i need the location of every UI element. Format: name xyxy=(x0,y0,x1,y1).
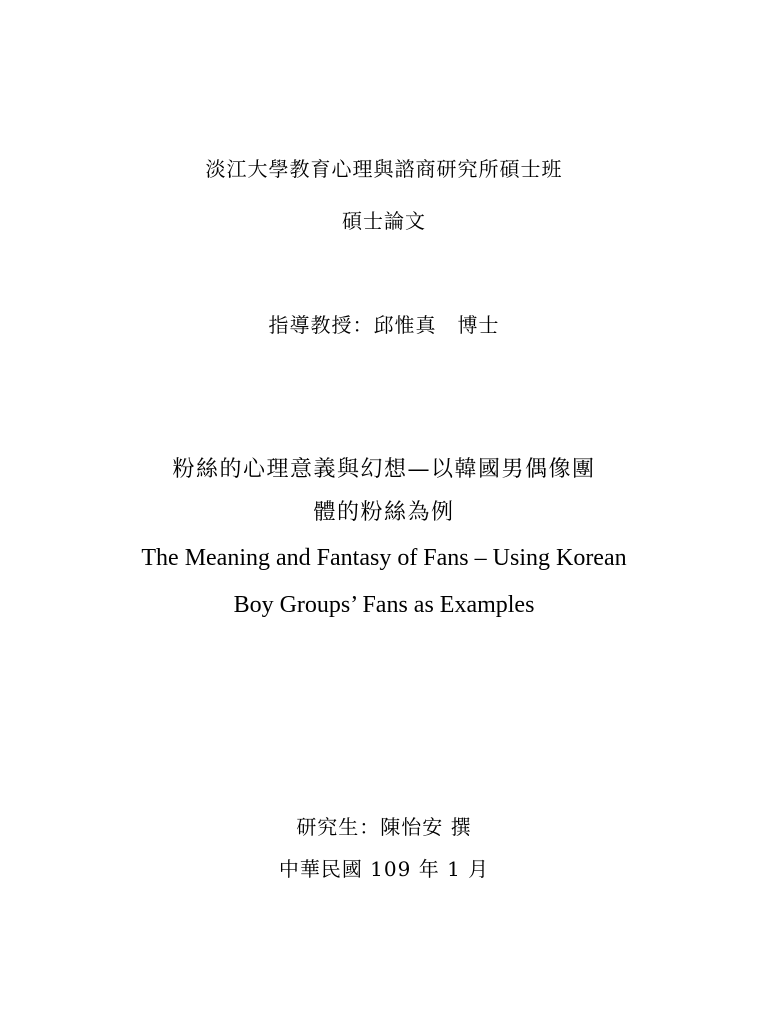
date-line: 中華民國 109 年 1 月 xyxy=(278,857,490,881)
title-chinese-line-2: 體的粉絲為例 xyxy=(313,500,455,525)
title-english-line-2: Boy Groups’ Fans as Examples xyxy=(233,592,535,618)
author-line: 研究生：陳怡安 撰 xyxy=(296,815,472,839)
institution-name: 淡江大學教育心理與諮商研究所碩士班 xyxy=(205,157,563,181)
title-english-line-1: The Meaning and Fantasy of Fans – Using Korean xyxy=(141,545,627,571)
degree-label: 碩士論文 xyxy=(342,209,426,233)
advisor-line: 指導教授：邱惟真 博士 xyxy=(268,313,500,337)
title-chinese-line-1: 粉絲的心理意義與幻想—以韓國男偶像團 xyxy=(172,457,596,482)
